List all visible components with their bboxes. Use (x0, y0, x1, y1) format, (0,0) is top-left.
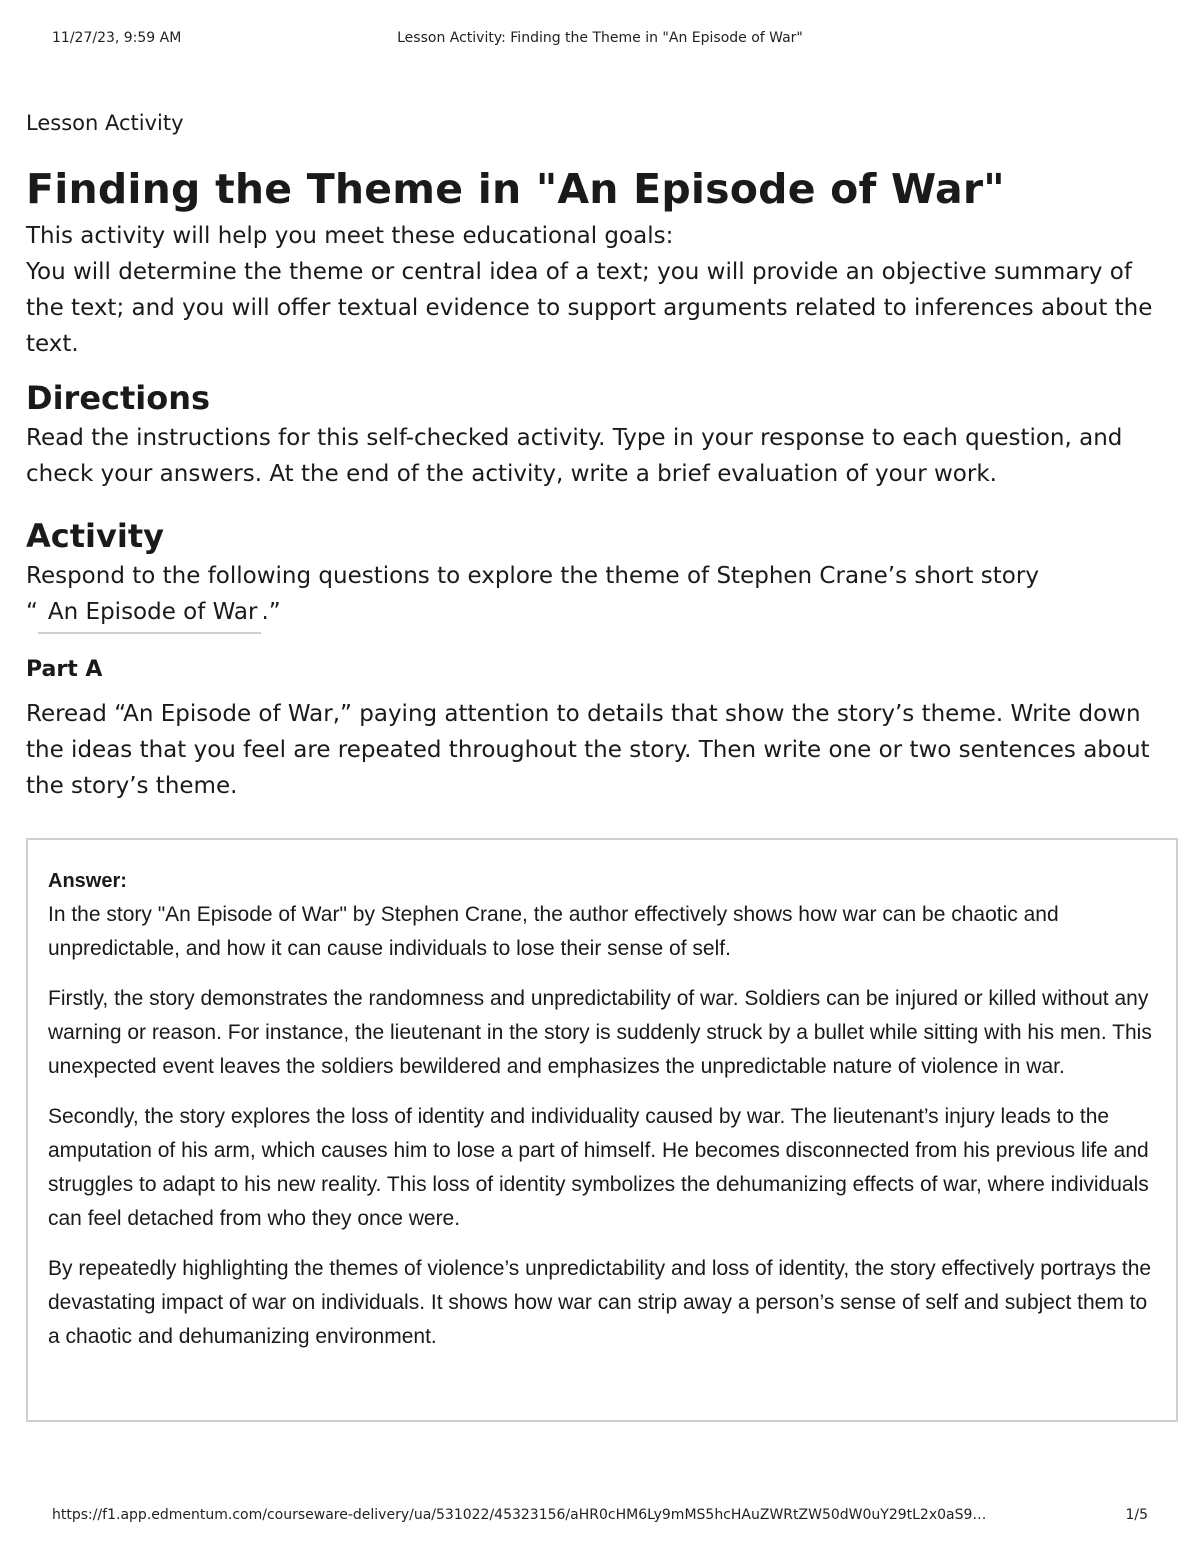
page-number: 1/5 (1125, 1507, 1148, 1523)
part-a-text: Reread “An Episode of War,” paying attention to details that show the story’s theme. Write down the ideas that you feel are repeated throughout the story. Then write one or two sentences about the story’s theme. (26, 701, 1150, 799)
story-link[interactable]: An Episode of War (38, 594, 262, 634)
print-title: Lesson Activity: Finding the Theme in "An Episode of War" (397, 30, 803, 46)
directions-text: Read the instructions for this self-checked activity. Type in your response to each question, and check your answers. At the end of the activity, write a brief evaluation of your work. (26, 425, 1123, 487)
answer-paragraph: In the story "An Episode of War" by Stephen Crane, the author effectively shows how war can be chaotic and unpredictable, and how it can cause individuals to lose their sense of self. (48, 903, 1059, 960)
part-a-heading: Part A (26, 657, 103, 682)
activity-text-before: Respond to the following questions to explore the theme of Stephen Crane’s short story (26, 563, 1039, 589)
activity-heading: Activity (26, 517, 164, 555)
quote-open: “ (26, 599, 38, 625)
quote-close: .” (261, 599, 281, 625)
print-url: https://f1.app.edmentum.com/courseware-delivery/ua/531022/45323156/aHR0cHM6Ly9mMS5hcHAuZWRtZW50dW0uY29tL2x0aS9… (52, 1507, 987, 1523)
answer-label: Answer: (48, 870, 127, 892)
directions-heading: Directions (26, 379, 211, 417)
answer-paragraph: Firstly, the story demonstrates the randomness and unpredictability of war. Soldiers can be injured or killed without any warning or reason. For instance, the lieutenant in the story is suddenly struck by a bullet while sitting with his men. This unexpected event leaves the soldiers bewildered and emphasizes the unpredictable nature of violence in war. (48, 987, 1152, 1078)
print-footer (52, 1507, 1148, 1527)
answer-box (26, 838, 1178, 1422)
goals-intro: This activity will help you meet these educational goals: (26, 223, 674, 249)
lesson-content (26, 108, 1176, 804)
answer-paragraph: Secondly, the story explores the loss of identity and individuality caused by war. The lieutenant’s injury leads to the amputation of his arm, which causes him to lose a part of himself. He becomes disconnected from his previous life and struggles to adapt to his new reality. This loss of identity symbolizes the dehumanizing effects of war, where individuals can feel detached from who they once were. (48, 1105, 1149, 1230)
print-header (52, 30, 1148, 50)
answer-paragraph: By repeatedly highlighting the themes of violence’s unpredictability and loss of identity, the story effectively portrays the devastating impact of war on individuals. It shows how war can strip away a person’s sense of self and subject them to a chaotic and dehumanizing environment. (48, 1257, 1152, 1348)
goals-text: You will determine the theme or central idea of a text; you will provide an objective summary of the text; and you will offer textual evidence to support arguments related to inferences about the text. (26, 259, 1153, 357)
page-title: Finding the Theme in "An Episode of War" (26, 165, 1005, 213)
activity-text (26, 558, 1176, 634)
lesson-eyebrow: Lesson Activity (26, 111, 184, 135)
print-datetime: 11/27/23, 9:59 AM (52, 30, 182, 46)
